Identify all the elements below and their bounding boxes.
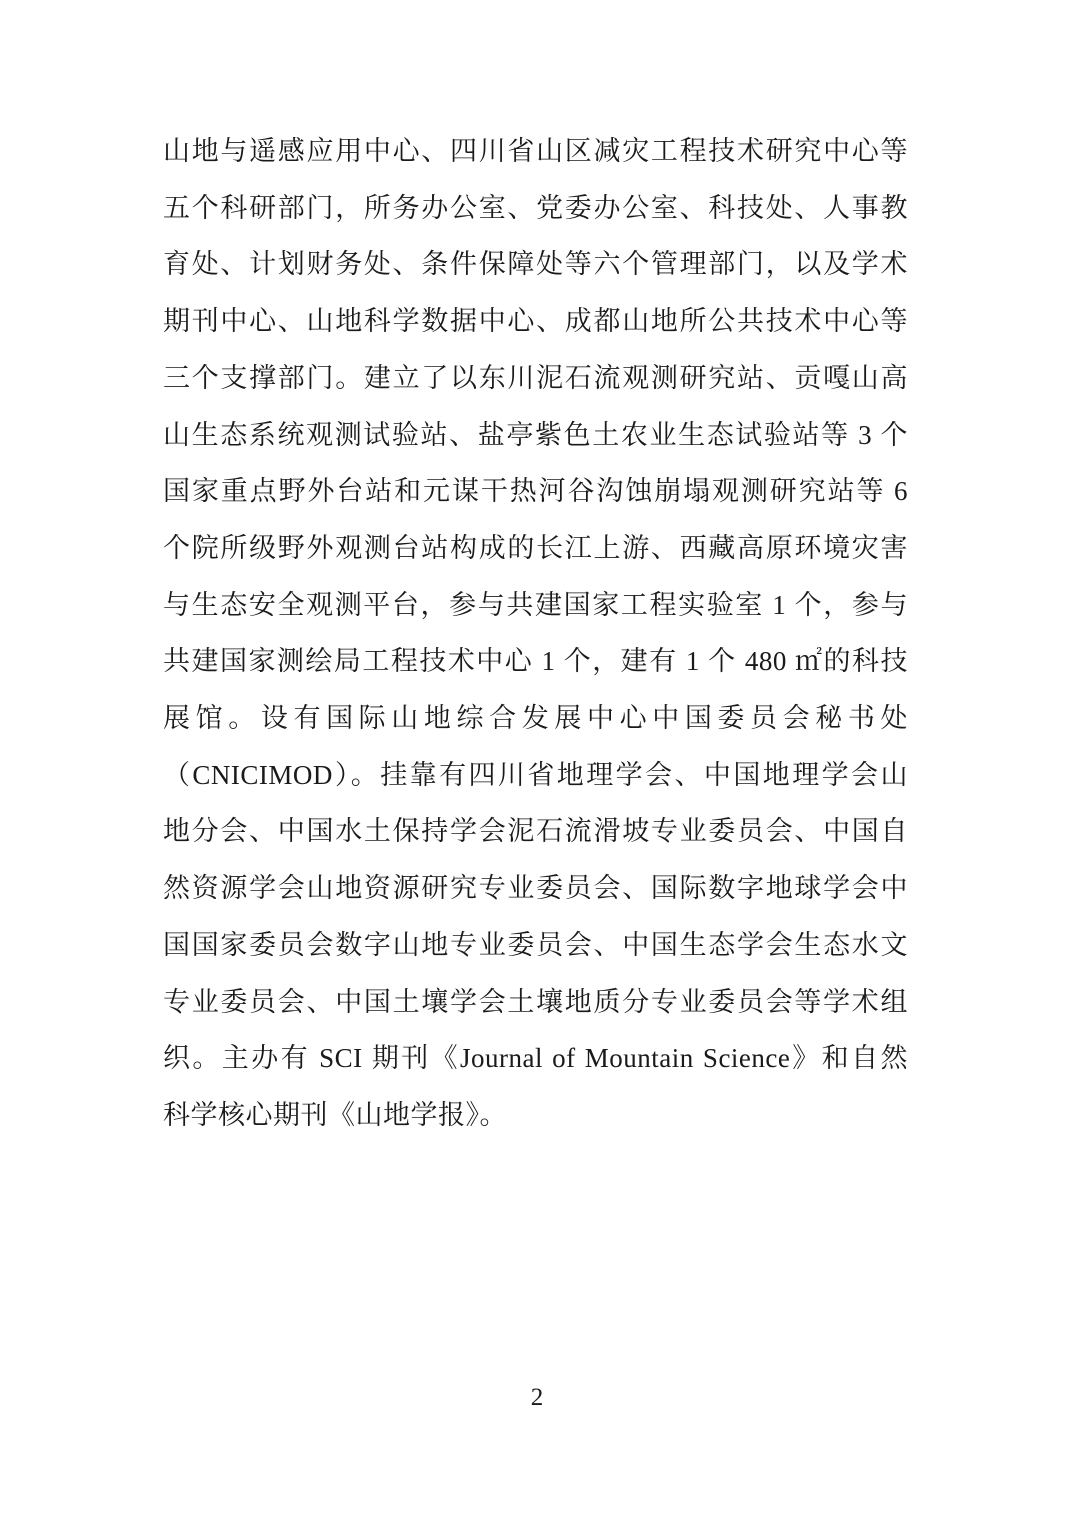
- text-line: 地分会、中国水土保持学会泥石流滑坡专业委员会、中国自: [163, 816, 908, 847]
- text-line: 国国家委员会数字山地专业委员会、中国生态学会生态水文: [163, 929, 908, 960]
- text-line: 科学核心期刊《山地学报》。: [163, 1099, 507, 1130]
- text-line: 展馆。设有国际山地综合发展中心中国委员会秘书处: [163, 703, 908, 734]
- text-line: 共建国家测绘局工程技术中心 1 个，建有 1 个 480 ㎡的科技: [163, 646, 908, 677]
- text-line: （CNICIMOD）。挂靠有四川省地理学会、中国地理学会山: [163, 759, 908, 790]
- text-line: 三个支撑部门。建立了以东川泥石流观测研究站、贡嘎山高: [163, 362, 908, 393]
- text-line: 五个科研部门，所务办公室、党委办公室、科技处、人事教: [163, 192, 908, 223]
- page-number: 2: [530, 1384, 544, 1411]
- text-line: 与生态安全观测平台，参与共建国家工程实验室 1 个，参与: [163, 589, 908, 620]
- text-line: 国家重点野外台站和元谋干热河谷沟蚀崩塌观测研究站等 6: [163, 476, 908, 507]
- text-line: 个院所级野外观测台站构成的长江上游、西藏高原环境灾害: [163, 532, 908, 563]
- text-line: 山生态系统观测试验站、盐亭紫色土农业生态试验站等 3 个: [163, 419, 908, 450]
- text-line: 专业委员会、中国土壤学会土壤地质分专业委员会等学术组: [163, 986, 908, 1017]
- text-line: 育处、计划财务处、条件保障处等六个管理部门，以及学术: [163, 249, 908, 280]
- text-line: 然资源学会山地资源研究专业委员会、国际数字地球学会中: [163, 873, 908, 904]
- text-line: 山地与遥感应用中心、四川省山区减灾工程技术研究中心等: [163, 136, 908, 166]
- text-line: 期刊中心、山地科学数据中心、成都山地所公共技术中心等: [163, 306, 908, 337]
- text-line: 织。主办有 SCI 期刊《Journal of Mountain Science》和自然: [163, 1043, 908, 1074]
- body-text: [163, 123, 908, 1144]
